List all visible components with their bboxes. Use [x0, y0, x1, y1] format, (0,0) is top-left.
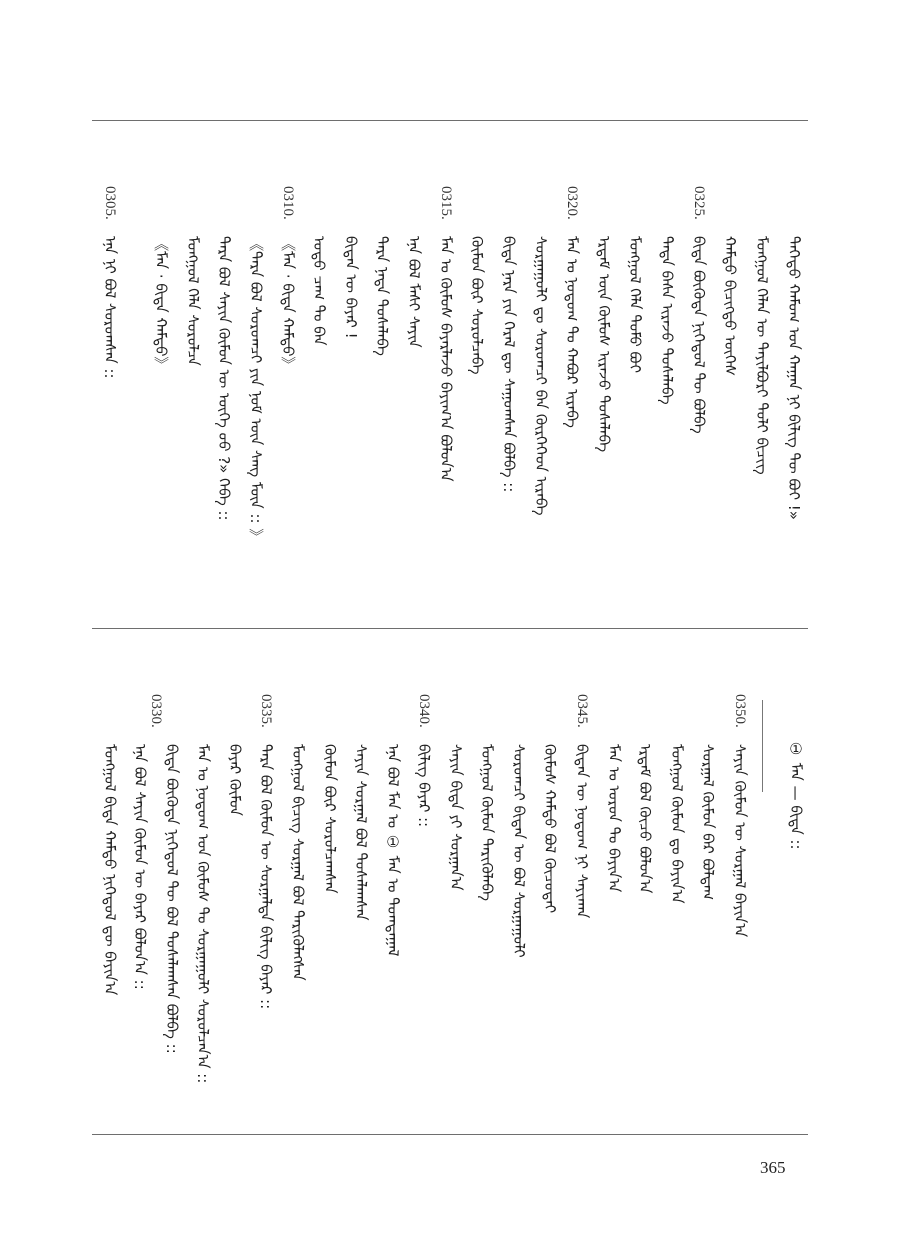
footnote-text: ① ᠮᠠᠨ — ᠪᠢᠳᠡ :: — [787, 740, 805, 850]
middle-rule — [92, 628, 808, 629]
line-text: ᠮᠣᠩᠭᠣᠯ ᠬᠡᠯᠡ ᠰᠤᠷᠤᠯᠴᠠ — [184, 236, 202, 366]
line-text: ᠬᠦᠮᠦᠰ ᠬᠠᠮᠲᠤ ᠪᠣᠯ ᠬᠦᠴᠦᠲᠡᠢ — [541, 744, 559, 914]
line-text: ᠪᠢᠳᠡ ᠪᠦᠭᠦᠳᠡ ᠨᠢᠭᠡᠳᠦᠯ ᠲᠦ ᠪᠣᠯ ᠲᠤᠰᠠᠯᠠᠭᠰᠠᠨ ᠪᠣᠯᠪᠠ :: — [163, 744, 181, 1054]
line-number: 0340. — [416, 694, 432, 728]
line-text: ᠲᠡᠷᠡ ᠪᠣᠯ ᠰᠠᠶᠢᠨ ᠬᠦᠮᠦᠨ ᠦ ᠦᠭᠡ ᠦᠦ ?» ᠭᠡᠪᠡ :: — [215, 236, 233, 521]
line-text: ᠮᠠᠨ ᠤ ᠨᠤᠲᠤᠭ ᠤᠨ ᠬᠦᠮᠦᠰ ᠲᠤ ᠰᠤᠷᠭᠠᠭᠤᠯᠢ ᠰᠤᠷᠤᠯᠴᠠᠨ᠎ᠠ :: — [194, 744, 212, 1084]
line-text: ᠰᠤᠷᠤᠭᠴᠢ ᠪᠢᠳᠡᠨ ᠦ ᠪᠣᠯ ᠰᠤᠷᠭᠠᠭᠤᠯᠢ — [510, 744, 528, 958]
line-text: ᠬᠦᠮᠦᠨ ᠪᠦᠷ ᠰᠤᠷᠤᠯᠴᠠᠭᠰᠠᠨ — [321, 744, 339, 894]
line-number: 0310. — [280, 186, 296, 220]
line-text: ᠰᠠᠶᠢᠨ ᠬᠦᠮᠦᠨ ᠦ ᠰᠤᠷᠭᠠᠯ ᠪᠠᠶᠢᠨ᠎ᠠ — [731, 744, 749, 938]
top-rule — [92, 120, 808, 121]
line-text: ᠡᠨᠡ ᠨᠢ ᠪᠣᠯ ᠰᠤᠷᠤᠭᠰᠠᠨ :: — [101, 236, 119, 379]
footnote-rule — [762, 700, 763, 792]
line-text: ᠡᠷᠳᠡᠮ ᠪᠣᠯ ᠬᠦᠴᠦ ᠪᠣᠯᠤᠨ᠎ᠠ — [636, 744, 654, 894]
line-text: ᠲᠡᠷᠡ ᠨᠠᠳᠠ ᠲᠤᠰᠠᠯᠠᠪᠠ — [373, 236, 391, 356]
line-text: ᠪᠢᠳᠡᠨ ᠦ ᠪᠠᠶᠠᠷ ! — [342, 236, 360, 339]
line-text: ᠮᠣᠩᠭᠣᠯ ᠬᠡᠯᠡᠨ ᠦ ᠲᠠᠶᠢᠯᠪᠤᠷᠢ ᠲᠣᠯᠢ ᠪᠢᠴᠢᠭ — [753, 236, 771, 475]
line-text: ᠰᠤᠷᠭᠠᠯ ᠬᠦᠮᠦᠨ ᠪᠡᠷ ᠪᠣᠯᠳᠠᠭ — [699, 744, 717, 901]
line-text: ᠡᠨᠡ ᠪᠣᠯ ᠰᠠᠶᠢᠨ ᠬᠦᠮᠦᠨ ᠦ ᠪᠠᠶᠠᠷ ᠪᠣᠯᠤᠨ᠎ᠠ :: — [131, 744, 149, 990]
line-number: 0320. — [564, 186, 580, 220]
line-text: ᠮᠣᠩᠭᠣᠯ ᠬᠡᠯᠡ ᠲᠣᠮᠣ ᠪᠤᠢ — [626, 236, 644, 374]
line-text: ᠮᠠᠨ ᠤ ᠬᠦᠮᠦᠰ ᠪᠠᠶᠠᠷᠯᠠᠵᠤ ᠪᠠᠶᠢᠭ᠎ᠠ ᠪᠣᠯᠤᠨ᠎ᠠ — [437, 236, 455, 482]
line-text: ᠲᠡᠷᠡ ᠪᠣᠯ ᠬᠦᠮᠦᠨ ᠦ ᠰᠤᠷᠭᠠᠯᠲᠠ ᠪᠢᠯᠢᠭ ᠪᠠᠶᠠᠷ :: — [257, 744, 275, 1010]
line-text: 《ᠮᠠᠨ · ᠪᠢᠳᠡ ᠬᠠᠮᠲᠤ》 — [279, 236, 297, 372]
line-text: ᠡᠨᠡ ᠪᠣᠯ ᠮᠠᠰᠢ ᠰᠠᠶᠢᠨ — [405, 236, 423, 348]
line-text: ᠰᠤᠷᠭᠠᠭᠤᠯᠢ ᠳᠤ ᠰᠤᠷᠤᠭᠴᠢ ᠪᠠᠨ ᠬᠦᠷᠭᠡᠭᠡᠳ ᠢᠷᠡᠪᠡ — [532, 236, 550, 516]
line-text: ᠪᠢᠳᠡ ᠨᠠᠷᠠ ᠶᠢᠨ ᠭᠡᠷᠡᠯ ᠳᠦ ᠰᠠᠭᠤᠭᠰᠠᠨ ᠪᠣᠯᠪᠠ :: — [500, 236, 518, 493]
line-text: 《ᠲᠡᠷᠡ ᠪᠣᠯ ᠰᠤᠷᠤᠭᠴᠢ ᠶᠢᠨ ᠨᠣᠮ ᠦᠨ ᠰᠠᠩ ᠮᠥᠨ :: 》 — [247, 236, 265, 544]
line-text: ᠣᠳᠣ ᠴᠠᠭ ᠲᠤ ᠪᠠᠨ — [310, 236, 328, 346]
line-text: ᠮᠣᠩᠭᠣᠯ ᠪᠢᠳᠡ ᠬᠠᠮᠲᠤ ᠨᠢᠭᠡᠳᠦᠯ ᠳᠦ ᠪᠠᠶᠢᠨ᠎ᠠ — [101, 744, 119, 996]
line-text: ᠰᠠᠶᠢᠨ ᠪᠢᠳᠡ ᠶᠢ ᠰᠤᠷᠭᠠᠨ᠎ᠠ — [447, 744, 465, 891]
line-number: 0335. — [258, 694, 274, 728]
line-text: ᠡᠷᠳᠡᠮ ᠦᠨ ᠬᠦᠮᠦᠰ ᠢᠷᠡᠵᠦ ᠲᠤᠰᠠᠯᠠᠪᠠ — [595, 236, 613, 453]
line-text: 《ᠮᠠᠨ · ᠪᠢᠳᠡ ᠬᠠᠮᠲᠤ》 — [152, 236, 170, 372]
line-number: 0315. — [438, 186, 454, 220]
line-text: ᠮᠠᠨ ᠤ ᠣᠷᠣᠨ ᠲᠤ ᠪᠠᠶᠢᠨ᠎ᠠ — [605, 744, 623, 893]
line-text: ᠮᠣᠩᠭᠣᠯ ᠬᠦᠮᠦᠨ ᠳᠤ ᠪᠠᠶᠢᠨ᠎ᠠ — [668, 744, 686, 904]
line-number: 0325. — [691, 186, 707, 220]
bottom-rule — [92, 1134, 808, 1135]
line-text: ᠮᠠᠨ ᠤ ᠨᠤᠲᠤᠭ ᠲᠤ ᠬᠠᠪᠤᠷ ᠢᠷᠡᠪᠡ — [563, 236, 581, 428]
line-text: ᠲᠡᠳᠡ ᠪᠠᠰᠠ ᠢᠷᠡᠵᠦ ᠲᠤᠰᠠᠯᠠᠪᠠ — [658, 236, 676, 405]
line-number: 0305. — [102, 186, 118, 220]
page-number: 365 — [760, 1158, 786, 1177]
line-text: ᠰᠠᠶᠢᠨ ᠰᠤᠷᠭᠠᠯ ᠪᠣᠯ ᠲᠤᠰᠠᠯᠠᠭᠰᠠᠨ — [352, 744, 370, 921]
line-text: ᠪᠢᠳᠡ ᠪᠦᠭᠦᠳᠡ ᠨᠢᠭᠡᠳᠦᠯ ᠲᠦ ᠪᠣᠯᠪᠠ — [690, 236, 708, 434]
line-text: ᠮᠣᠩᠭᠣᠯ ᠬᠦᠮᠦᠨ ᠲᠡᠷᠢᠭᠦᠯᠡᠪᠡ — [478, 744, 496, 902]
line-number: 0330. — [148, 694, 164, 728]
line-text: ᠪᠠᠶᠠᠷ ᠬᠦᠮᠦᠨ — [226, 744, 244, 816]
line-text: ᠮᠣᠩᠭᠣᠯ ᠪᠢᠴᠢᠭ ᠰᠤᠷᠭᠠᠯ ᠪᠣᠯ ᠲᠡᠷᠢᠭᠦᠯᠡᠭᠰᠡᠨ — [289, 744, 307, 981]
line-text: ᠪᠢᠯᠢᠭ ᠪᠠᠶᠠᠷ :: — [415, 744, 433, 828]
line-number: 0345. — [574, 694, 590, 728]
line-text: ᠡᠨᠡ ᠪᠣᠯ ᠮᠠᠨ ᠤ ① ᠮᠠᠨ ᠤ ᠲᠣᠭᠲᠠᠭᠠᠯ — [384, 744, 402, 957]
line-number: 0350. — [732, 694, 748, 728]
line-text: ᠪᠢᠳᠡᠨ ᠦ ᠨᠤᠲᠤᠭ ᠨᠢ ᠰᠠᠶᠢᠬᠠᠨ — [573, 744, 591, 919]
line-text: ᠳᠡᠭᠡᠳᠦ ᠬᠠᠮᠤᠭ ᠤᠨ ᠬᠠᠭᠠᠨ ᠨᠢ ᠪᠢᠯᠢᠭ ᠲᠦ ᠪᠤᠢ !» — [785, 236, 803, 520]
line-text: ᠬᠠᠮᠲᠤ ᠪᠢᠴᠢᠭ᠌ᠲᠦ ᠦᠭᠡᠰ — [721, 236, 739, 377]
line-text: ᠬᠦᠮᠦᠨ ᠪᠦᠷ ᠰᠤᠷᠤᠯᠴᠠᠪᠠ — [468, 236, 486, 375]
